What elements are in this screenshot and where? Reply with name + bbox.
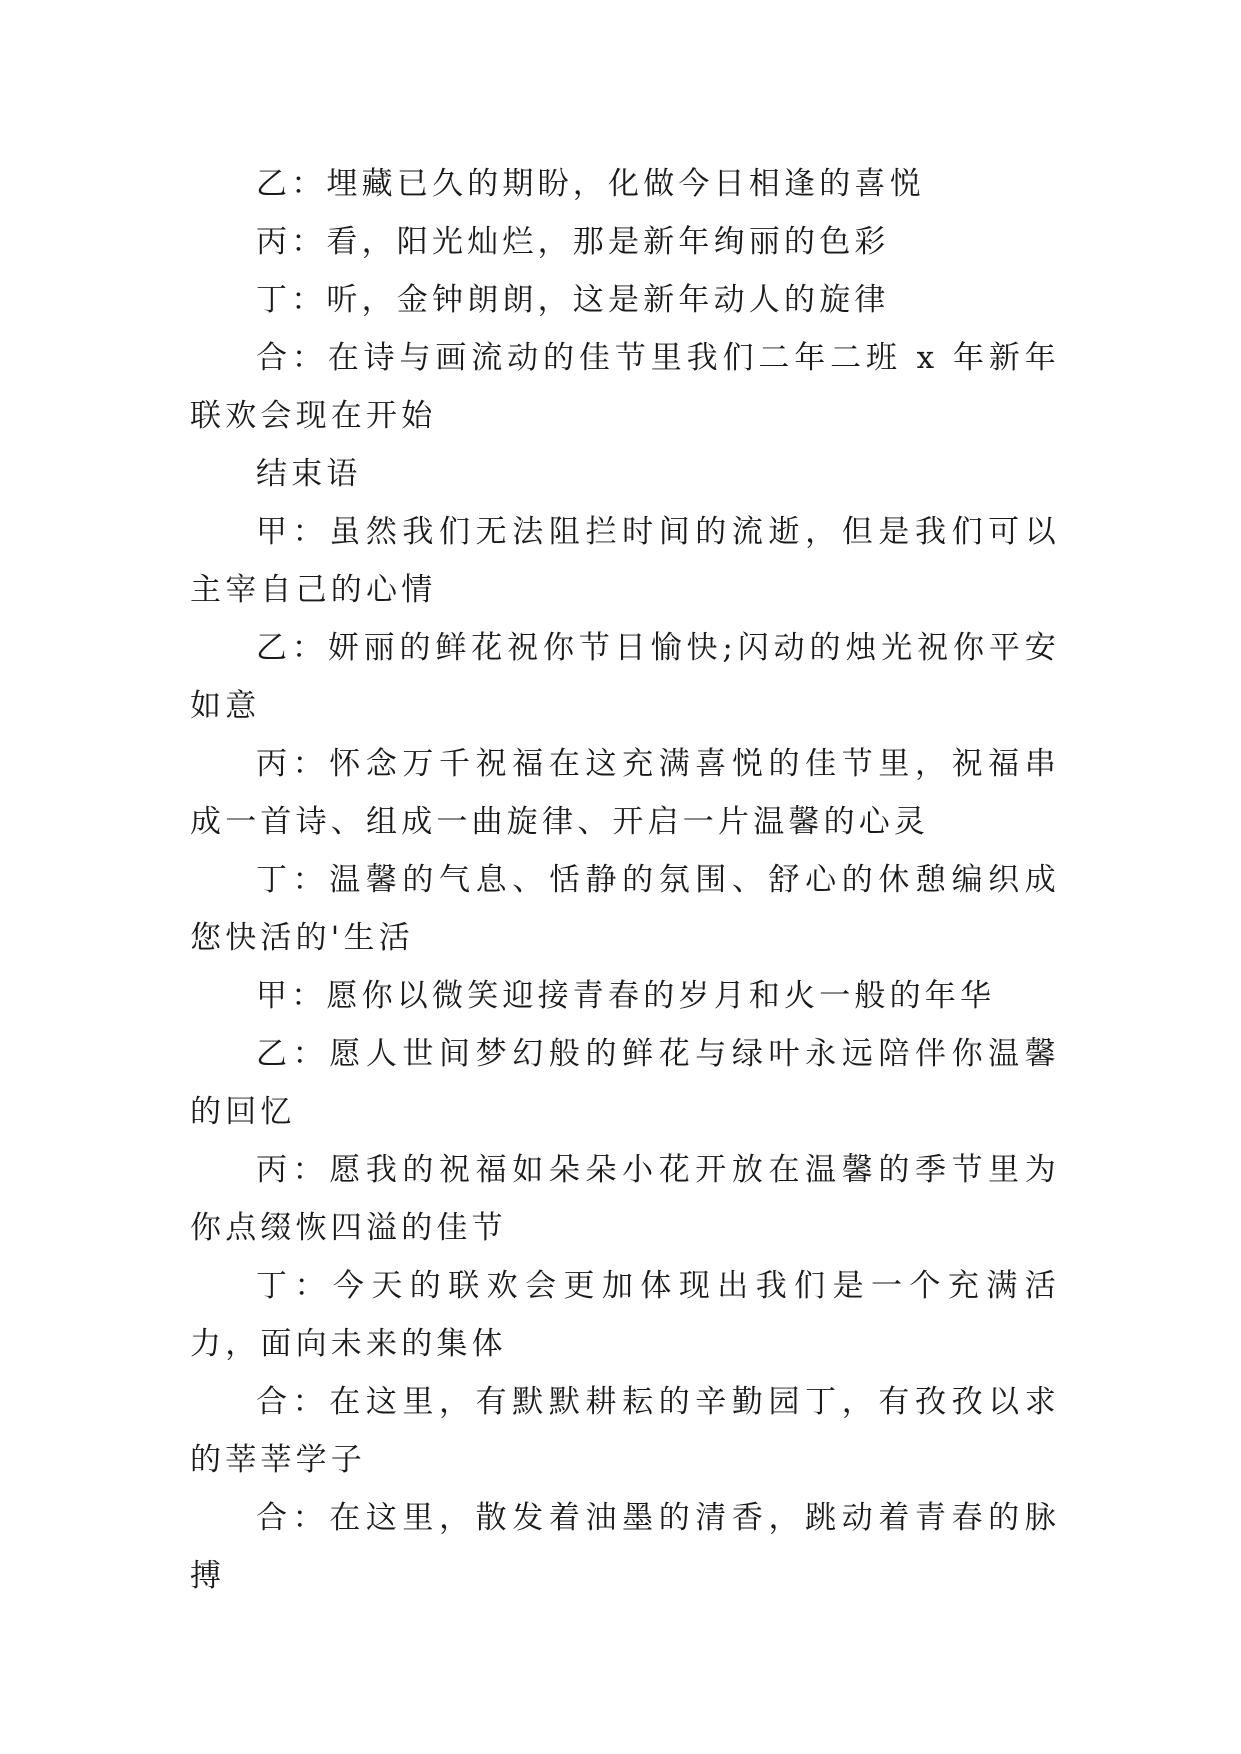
- paragraph-jia-closing-2: 甲：愿你以微笑迎接青春的岁月和火一般的年华: [256, 978, 996, 1014]
- paragraph-jia-closing-1: 甲：虽然我们无法阻拦时间的流逝，但是我们可以主宰自己的心情: [190, 514, 1060, 608]
- paragraph-yi-opening: 乙：埋藏已久的期盼，化做今日相逢的喜悦: [256, 166, 925, 202]
- paragraph-bing-opening: 丙：看，阳光灿烂，那是新年绚丽的色彩: [256, 224, 890, 260]
- paragraph-ding-closing-2: 丁：今天的联欢会更加体现出我们是一个充满活力，面向未来的集体: [190, 1268, 1060, 1362]
- paragraph-yi-closing-2: 乙：愿人世间梦幻般的鲜花与绿叶永远陪伴你温馨的回忆: [190, 1036, 1060, 1130]
- section-heading-closing: 结束语: [256, 456, 362, 492]
- paragraph-ding-opening: 丁：听，金钟朗朗，这是新年动人的旋律: [256, 282, 890, 318]
- paragraph-he-closing-2: 合：在这里，散发着油墨的清香，跳动着青春的脉搏: [190, 1500, 1060, 1594]
- document-body: [190, 155, 1060, 1605]
- paragraph-yi-closing-1: 乙：妍丽的鲜花祝你节日愉快;闪动的烛光祝你平安如意: [190, 630, 1060, 724]
- paragraph-bing-closing-1: 丙：怀念万千祝福在这充满喜悦的佳节里，祝福串成一首诗、组成一曲旋律、开启一片温馨的心灵: [190, 746, 1060, 840]
- paragraph-he-opening: 合：在诗与画流动的佳节里我们二年二班 x 年新年联欢会现在开始: [190, 340, 1060, 434]
- paragraph-bing-closing-2: 丙：愿我的祝福如朵朵小花开放在温馨的季节里为你点缀恢四溢的佳节: [190, 1152, 1060, 1246]
- paragraph-ding-closing-1: 丁：温馨的气息、恬静的氛围、舒心的休憩编织成您快活的'生活: [190, 862, 1060, 956]
- paragraph-he-closing-1: 合：在这里，有默默耕耘的辛勤园丁，有孜孜以求的莘莘学子: [190, 1384, 1060, 1478]
